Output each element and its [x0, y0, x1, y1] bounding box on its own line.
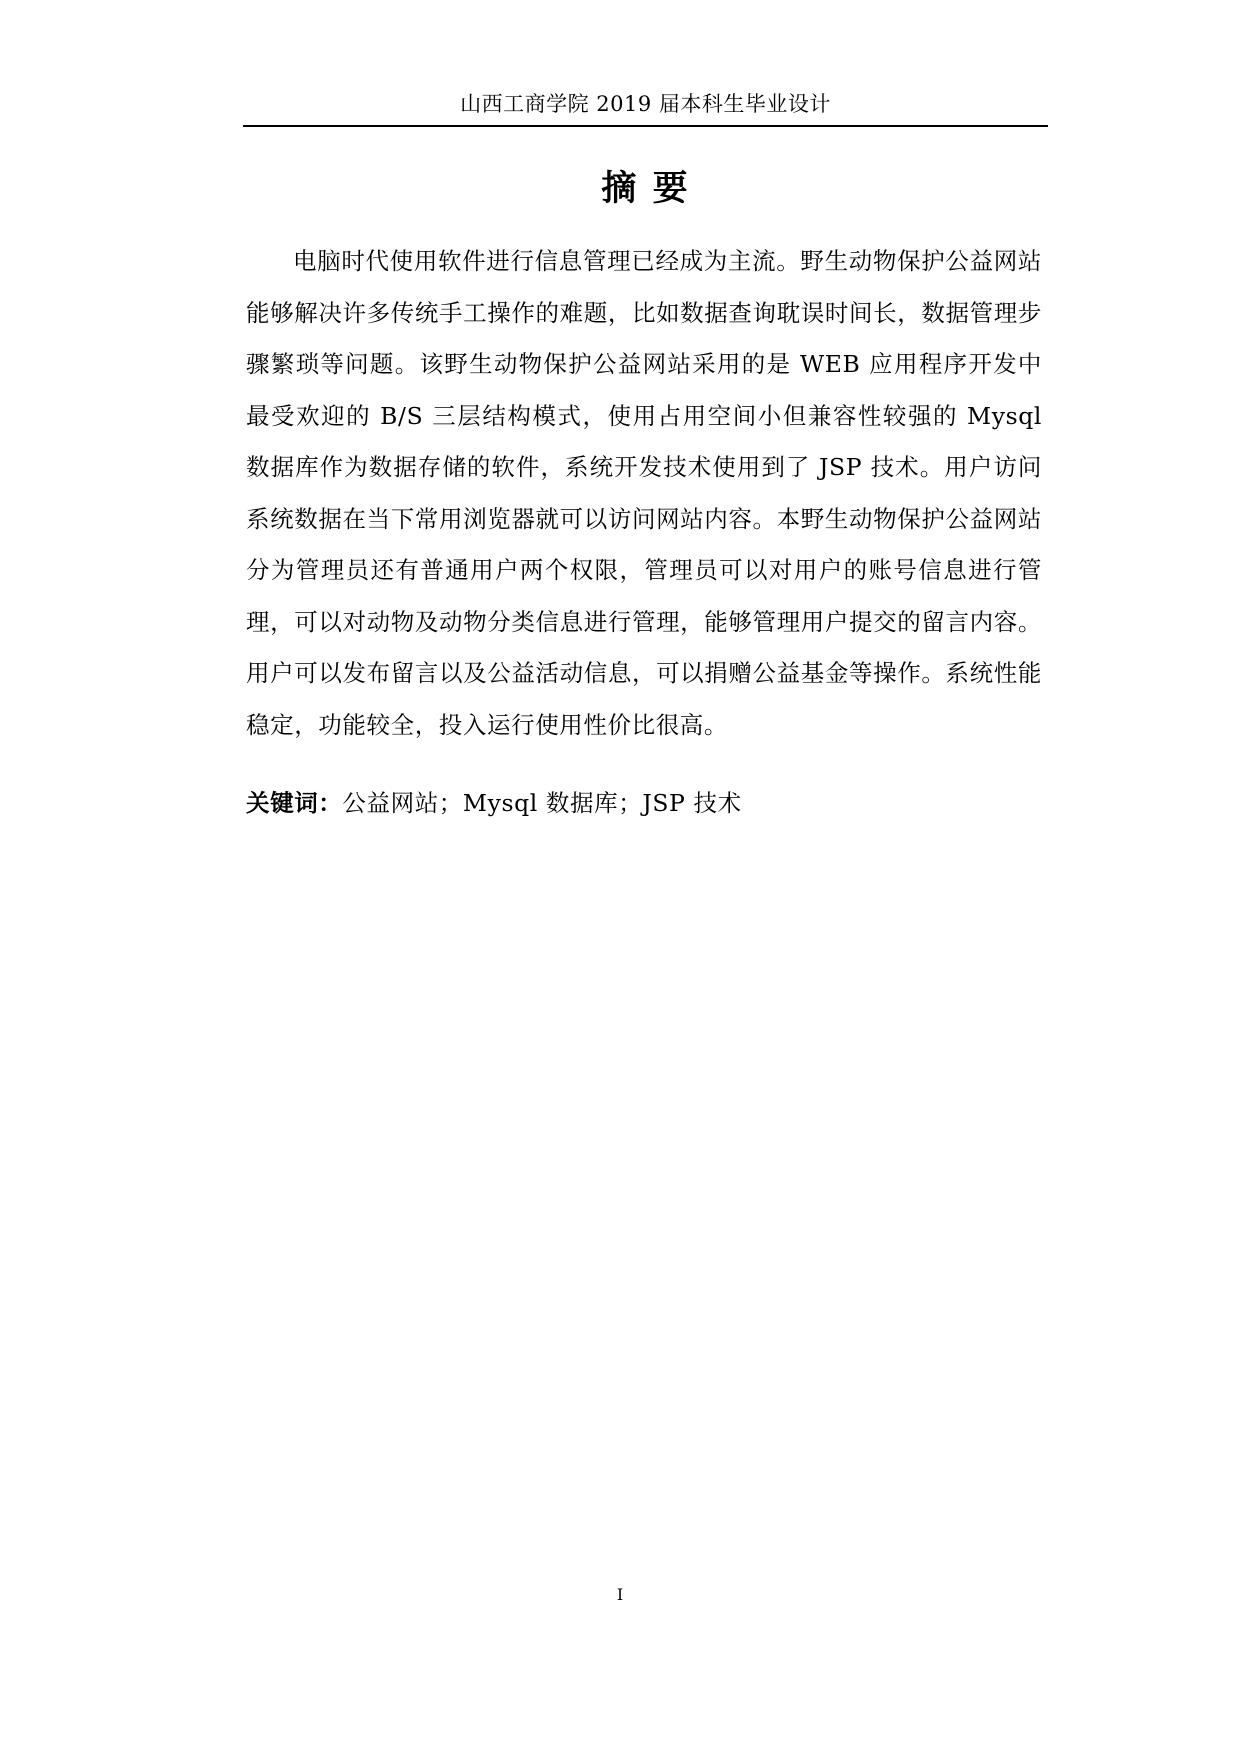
- keywords-line: [246, 778, 1042, 828]
- header-divider: [243, 125, 1048, 127]
- keywords-label: 关键词：: [246, 789, 343, 817]
- abstract-body: 电脑时代使用软件进行信息管理已经成为主流。野生动物保护公益网站能够解决许多传统手工操作的难题，比如数据查询耽误时间长，数据管理步骤繁琐等问题。该野生动物保护公益网站采用的是 WEB 应用程序开发中最受欢迎的 B/S 三层结构模式，使用占用空间小但兼容性较强的 Mysql 数据库作为数据存储的软件，系统开发技术使用到了 JSP 技术。用户访问系统数据在当下常用浏览器就可以访问网站内容。本野生动物保护公益网站分为管理员还有普通用户两个权限，管理员可以对用户的账号信息进行管理，可以对动物及动物分类信息进行管理，能够管理用户提交的留言内容。用户可以发布留言以及公益活动信息，可以捐赠公益基金等操作。系统性能稳定，功能较全，投入运行使用性价比很高。: [246, 247, 1042, 739]
- keywords-value: 公益网站；Mysql 数据库；JSP 技术: [342, 789, 742, 817]
- page-header: 山西工商学院 2019 届本科生毕业设计: [460, 92, 831, 116]
- abstract-title: 摘 要: [601, 168, 690, 209]
- page-number: I: [616, 1585, 624, 1604]
